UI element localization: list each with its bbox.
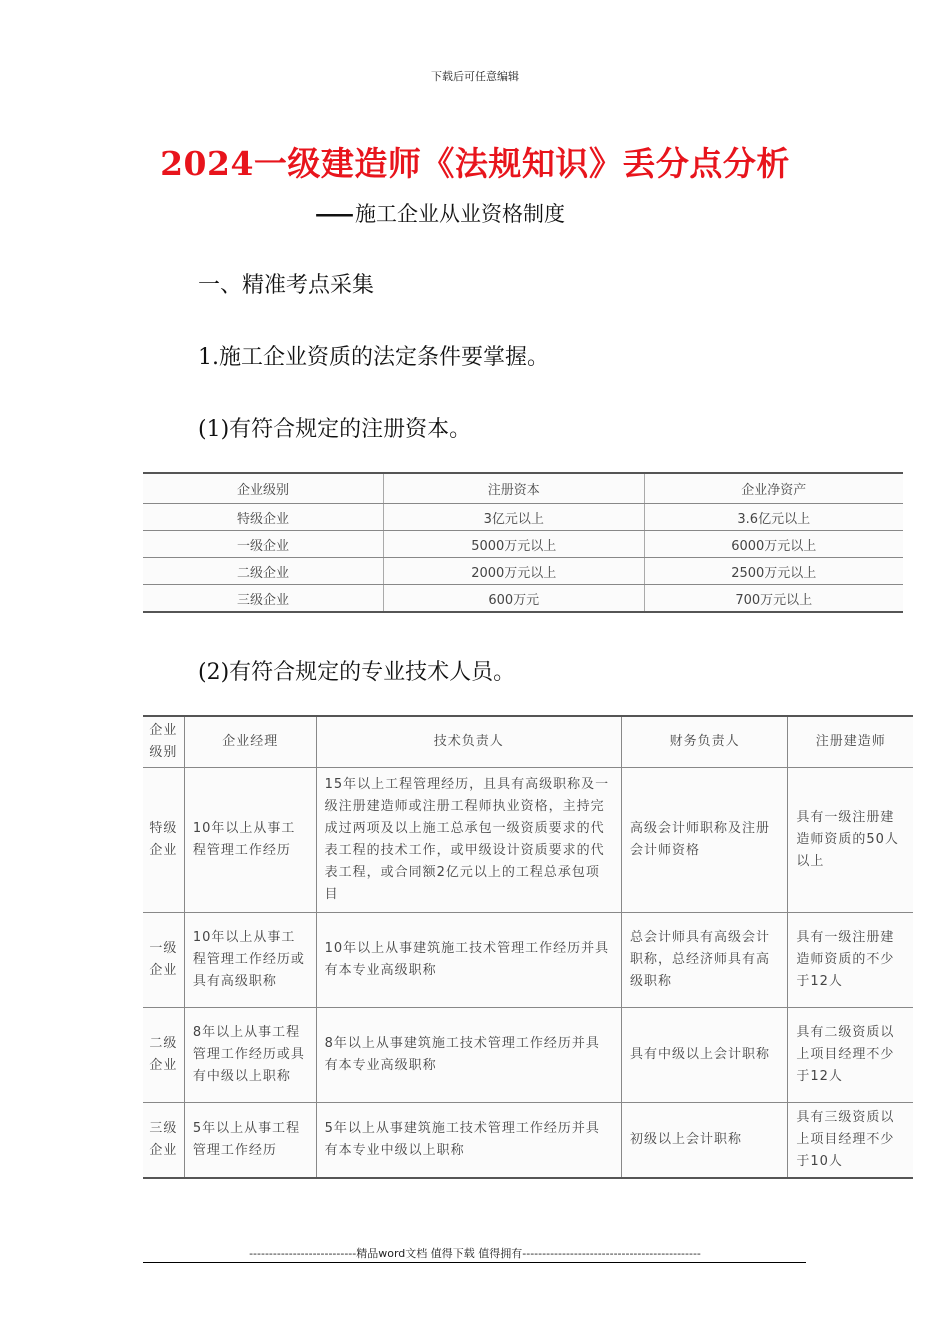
subtitle-text: 施工企业从业资格制度: [355, 202, 565, 226]
manager-cell: 10年以上从事工程管理工作经历或具有高级职称: [184, 913, 316, 1008]
table-cell: 2500万元以上: [644, 558, 903, 585]
table-row: [143, 504, 903, 531]
table-cell: 特级企业: [143, 504, 384, 531]
tech-cell: 15年以上工程管理经历，且具有高级职称及一级注册建造师或注册工程师执业资格，主持完成过两项及以上施工总承包一级资质要求的代表工程的技术工作，或甲级设计资质要求的代表工程，或合同额2亿元以上的工程总承包项目: [316, 768, 621, 913]
table-row: [143, 768, 913, 913]
registered-cell: 具有三级资质以上项目经理不少于10人: [788, 1103, 913, 1179]
registered-cell: 具有一级注册建造师资质的不少于12人: [788, 913, 913, 1008]
table-header-row: [143, 716, 913, 768]
level-cell: 一级企业: [143, 913, 184, 1008]
level-cell: 三级企业: [143, 1103, 184, 1179]
manager-cell: 5年以上从事工程管理工作经历: [184, 1103, 316, 1179]
table-row: [143, 1103, 913, 1179]
table-header-cell: 技术负责人: [316, 716, 621, 768]
section-heading: 一、精准考点采集: [198, 273, 375, 298]
table-header-cell: 企业经理: [184, 716, 316, 768]
tech-cell: 10年以上从事建筑施工技术管理工作经历并具有本专业高级职称: [316, 913, 621, 1008]
tech-cell: 5年以上从事建筑施工技术管理工作经历并具有本专业中级以上职称: [316, 1103, 621, 1179]
table-header-cell: 财务负责人: [621, 716, 787, 768]
table-cell: 5000万元以上: [384, 531, 645, 558]
level-cell: 特级企业: [143, 768, 184, 913]
table-header-row: [143, 473, 903, 504]
table-header-cell: 企业级别: [143, 473, 384, 504]
table-cell: 600万元: [384, 585, 645, 613]
table-header-cell: 企业级别: [143, 716, 184, 768]
table-row: [143, 558, 903, 585]
capital-table: [143, 472, 903, 613]
finance-cell: 具有中级以上会计职称: [621, 1008, 787, 1103]
personnel-table: [143, 715, 913, 1179]
table-cell: 6000万元以上: [644, 531, 903, 558]
tech-cell: 8年以上从事建筑施工技术管理工作经历并具有本专业高级职称: [316, 1008, 621, 1103]
finance-cell: 初级以上会计职称: [621, 1103, 787, 1179]
table-cell: 3.6亿元以上: [644, 504, 903, 531]
table-cell: 3亿元以上: [384, 504, 645, 531]
header-note: 下载后可任意编辑: [431, 70, 519, 83]
table-cell: 三级企业: [143, 585, 384, 613]
point-1-sub-2: (2)有符合规定的专业技术人员。: [198, 660, 516, 685]
level-cell: 二级企业: [143, 1008, 184, 1103]
registered-cell: 具有一级注册建造师资质的50人以上: [788, 768, 913, 913]
table-row: [143, 913, 913, 1008]
table-cell: 700万元以上: [644, 585, 903, 613]
document-subtitle: [315, 198, 565, 228]
manager-cell: 10年以上从事工程管理工作经历: [184, 768, 316, 913]
point-1-sub-1: (1)有符合规定的注册资本。: [198, 417, 472, 442]
footer-text: ---------------------------精品word文档 值得下载 值得拥有---------------------------------------------: [249, 1247, 701, 1260]
table-header-cell: 企业净资产: [644, 473, 903, 504]
finance-cell: 总会计师具有高级会计职称，总经济师具有高级职称: [621, 913, 787, 1008]
registered-cell: 具有二级资质以上项目经理不少于12人: [788, 1008, 913, 1103]
table-cell: 二级企业: [143, 558, 384, 585]
table-row: [143, 585, 903, 613]
subtitle-dash: ——: [315, 201, 351, 226]
finance-cell: 高级会计师职称及注册会计师资格: [621, 768, 787, 913]
document-title: 2024一级建造师《法规知识》丢分点分析: [160, 144, 790, 183]
table-header-cell: 注册建造师: [788, 716, 913, 768]
table-header-cell: 注册资本: [384, 473, 645, 504]
footer-divider: [143, 1262, 806, 1263]
table-cell: 一级企业: [143, 531, 384, 558]
table-cell: 2000万元以上: [384, 558, 645, 585]
table-row: [143, 1008, 913, 1103]
manager-cell: 8年以上从事工程管理工作经历或具有中级以上职称: [184, 1008, 316, 1103]
point-1: 1.施工企业资质的法定条件要掌握。: [198, 345, 549, 370]
table-row: [143, 531, 903, 558]
